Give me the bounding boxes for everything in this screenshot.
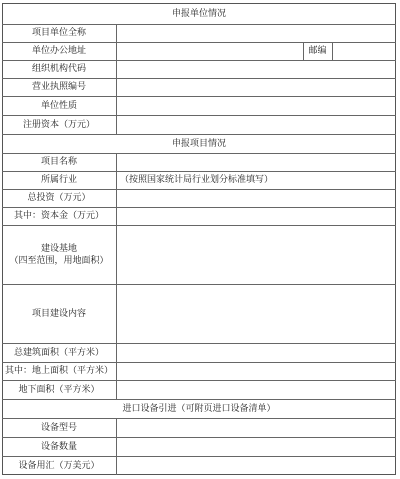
- row-divider: [2, 399, 396, 400]
- row-divider: [2, 362, 396, 363]
- project-value-above-ground[interactable]: [116, 362, 396, 380]
- postcode-value[interactable]: [332, 42, 396, 60]
- unit-value-nature[interactable]: [116, 96, 396, 115]
- equipment-label-model: 设备型号: [40, 422, 77, 433]
- project-value-content[interactable]: [116, 284, 396, 343]
- project-label-site: 建设基地 （四至范围，用地面积）: [9, 243, 109, 266]
- section-header-project: 申报项目情况: [171, 138, 226, 149]
- row-divider: [2, 225, 396, 226]
- section-header-unit: 申报单位情况: [171, 8, 226, 19]
- equipment-value-quantity[interactable]: [116, 437, 396, 456]
- row-divider: [2, 284, 396, 285]
- project-value-underground[interactable]: [116, 380, 396, 399]
- project-label-floor-area: 总建筑面积（平方米）: [13, 347, 104, 358]
- unit-label-full-name: 项目单位全称: [31, 28, 86, 38]
- row-divider: [2, 78, 396, 79]
- row-divider: [2, 153, 396, 154]
- project-label-above-ground: 其中：地上面积（平方米）: [4, 366, 113, 376]
- unit-value-org-code[interactable]: [116, 60, 396, 78]
- section-header-equipment: 进口设备引进（可附页进口设备清单）: [122, 403, 276, 414]
- equipment-label-forex: 设备用汇（万美元）: [18, 460, 100, 471]
- row-divider: [2, 134, 396, 135]
- postcode-divider-right: [332, 42, 333, 60]
- unit-label-license-no: 营业执照编号: [31, 82, 86, 92]
- project-value-industry[interactable]: （按照国家统计局行业划分标准填写）: [120, 175, 274, 185]
- row-divider: [2, 418, 396, 419]
- project-value-total-investment[interactable]: [116, 189, 396, 207]
- unit-label-org-code: 组织机构代码: [31, 64, 86, 74]
- row-divider: [2, 207, 396, 208]
- project-label-underground: 地下面积（平方米）: [18, 384, 100, 395]
- equipment-label-quantity: 设备数量: [40, 441, 77, 452]
- unit-value-address[interactable]: [116, 42, 303, 60]
- postcode-label: 邮编: [308, 46, 327, 56]
- unit-label-nature: 单位性质: [40, 100, 77, 111]
- row-divider: [2, 115, 396, 116]
- row-divider: [2, 171, 396, 172]
- unit-label-capital: 注册资本（万元）: [22, 119, 95, 130]
- project-value-floor-area[interactable]: [116, 343, 396, 362]
- row-divider: [2, 343, 396, 344]
- row-divider: [2, 380, 396, 381]
- project-value-name[interactable]: [116, 153, 396, 171]
- postcode-divider-left: [303, 42, 304, 60]
- equipment-value-forex[interactable]: [116, 456, 396, 475]
- unit-value-capital[interactable]: [116, 115, 396, 134]
- project-label-capital-fund: 其中：资本金（万元）: [13, 211, 104, 221]
- row-divider: [2, 437, 396, 438]
- row-divider: [2, 189, 396, 190]
- project-label-total-investment: 总投资（万元）: [27, 193, 91, 203]
- row-divider: [2, 24, 396, 25]
- project-label-content: 项目建设内容: [31, 308, 86, 319]
- project-value-capital-fund[interactable]: [116, 207, 396, 225]
- row-divider: [2, 60, 396, 61]
- project-label-industry: 所属行业: [40, 175, 77, 185]
- row-divider: [2, 456, 396, 457]
- unit-label-address: 单位办公地址: [31, 46, 86, 56]
- column-divider: [116, 418, 117, 475]
- column-divider: [116, 153, 117, 399]
- row-divider: [2, 96, 396, 97]
- column-divider: [116, 24, 117, 134]
- unit-value-license-no[interactable]: [116, 78, 396, 96]
- unit-value-full-name[interactable]: [116, 24, 396, 42]
- row-divider: [2, 42, 396, 43]
- project-value-site[interactable]: [116, 225, 396, 284]
- project-label-name: 项目名称: [40, 157, 77, 167]
- equipment-value-model[interactable]: [116, 418, 396, 437]
